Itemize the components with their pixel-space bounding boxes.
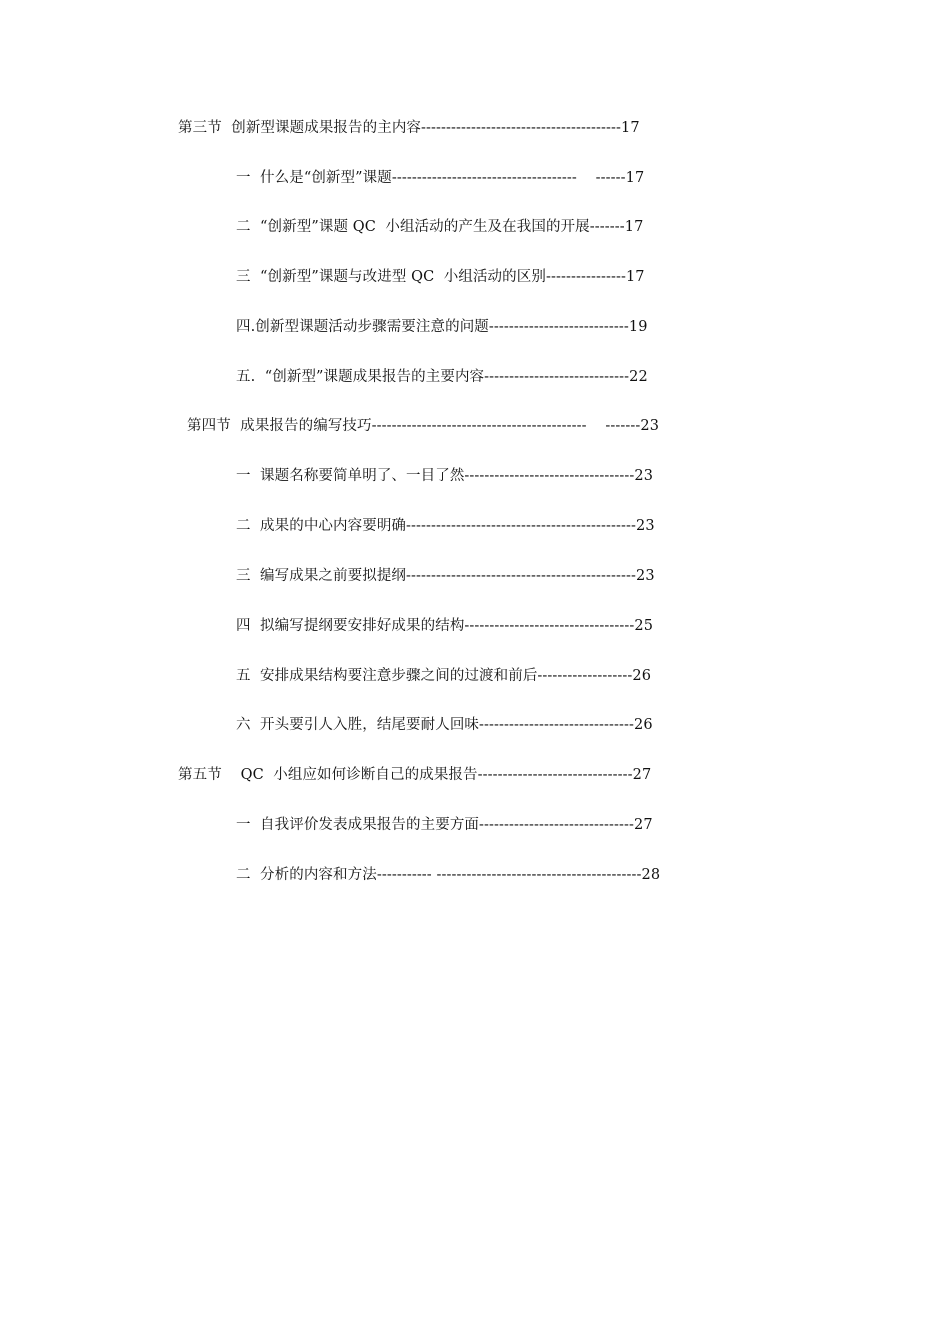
toc-line-text: 一 自我评价发表成果报告的主要方面-------------------------------27 bbox=[236, 817, 653, 833]
toc-item-4-1 bbox=[236, 467, 653, 485]
toc-line-text: 第四节 成果报告的编写技巧------------------------------------------- -------23 bbox=[187, 418, 660, 434]
toc-item-4-2 bbox=[236, 517, 655, 535]
toc-item-4-4 bbox=[236, 617, 653, 635]
toc-line-text: 二 分析的内容和方法----------- -----------------------------------------28 bbox=[236, 867, 661, 883]
toc-item-3-5 bbox=[236, 368, 648, 386]
toc-item-5-2 bbox=[236, 866, 660, 884]
toc-item-3-4 bbox=[236, 318, 648, 336]
toc-line-text: 二 “创新型”课题 QC 小组活动的产生及在我国的开展-------17 bbox=[236, 219, 644, 235]
toc-section-4 bbox=[187, 417, 659, 435]
toc-section-3 bbox=[178, 119, 640, 137]
toc-item-4-3 bbox=[236, 567, 655, 585]
toc-line-text: 六 开头要引人入胜，结尾要耐人回味-------------------------------26 bbox=[236, 717, 653, 733]
toc-item-3-3 bbox=[236, 268, 645, 286]
toc-line-text: 三 “创新型”课题与改进型 QC 小组活动的区别----------------17 bbox=[236, 269, 645, 285]
toc-item-4-5 bbox=[236, 667, 651, 685]
toc-line-text: 五. “创新型”课题成果报告的主要内容-----------------------------22 bbox=[236, 369, 648, 385]
toc-item-3-1 bbox=[236, 169, 644, 187]
toc-item-4-6 bbox=[236, 716, 653, 734]
toc-line-text: 二 成果的中心内容要明确----------------------------------------------23 bbox=[236, 518, 655, 534]
toc-item-3-2 bbox=[236, 218, 643, 236]
toc-line-text: 四.创新型课题活动步骤需要注意的问题----------------------------19 bbox=[236, 319, 648, 335]
toc-line-text: 一 课题名称要简单明了、一目了然----------------------------------23 bbox=[236, 468, 654, 484]
toc-section-5 bbox=[178, 766, 651, 784]
toc-item-5-1 bbox=[236, 816, 653, 834]
toc-line-text: 三 编写成果之前要拟提纲----------------------------------------------23 bbox=[236, 568, 655, 584]
toc-line-text: 一 什么是“创新型”课题------------------------------------- ------17 bbox=[236, 170, 645, 186]
toc-line-text: 五 安排成果结构要注意步骤之间的过渡和前后-------------------26 bbox=[236, 668, 652, 684]
toc-line-text: 第三节 创新型课题成果报告的主内容----------------------------------------17 bbox=[178, 120, 640, 136]
toc-line-text: 第五节 QC 小组应如何诊断自己的成果报告-------------------------------27 bbox=[178, 767, 652, 783]
toc-line-text: 四 拟编写提纲要安排好成果的结构----------------------------------25 bbox=[236, 618, 654, 634]
